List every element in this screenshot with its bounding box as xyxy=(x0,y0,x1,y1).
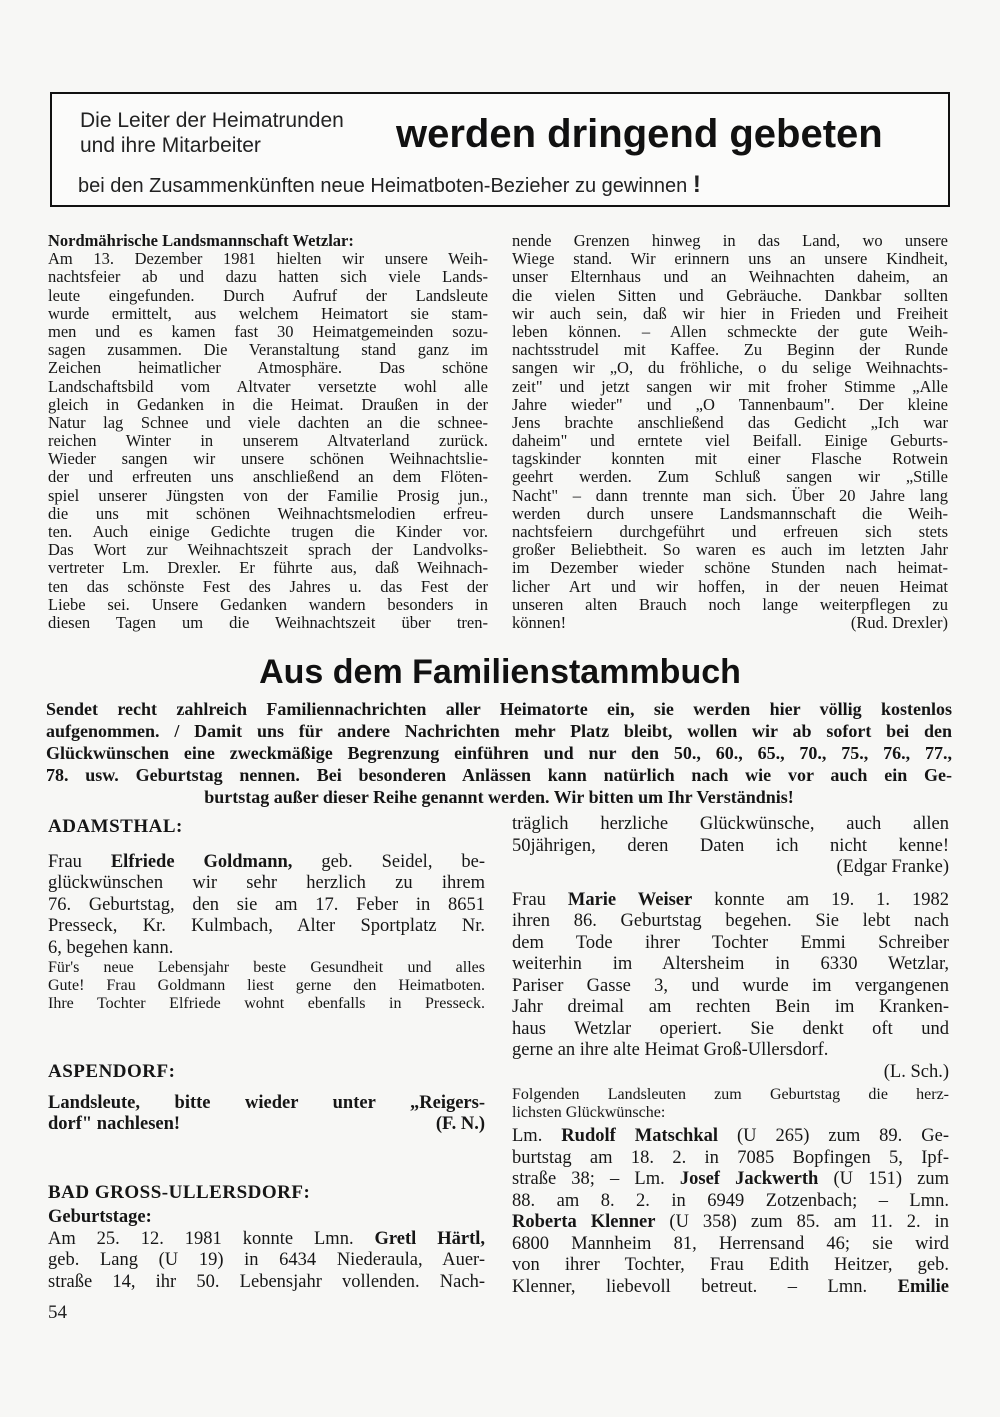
birthday-line xyxy=(512,1169,949,1191)
report-left-column xyxy=(48,232,488,632)
birthday-text: (U 151) zum xyxy=(818,1169,949,1189)
weiser-line: Pariser Gasse 3, und wurde im vergangenen xyxy=(512,975,949,996)
ullersdorf-line: geb. Lang (U 19) in 6434 Niederaula, Auer- xyxy=(48,1250,485,1270)
report-line: werden durch unsere Landsmannschaft die Weih- xyxy=(512,503,948,523)
weiser-line: ihren 86. Geburtstag begehen. Sie lebt nach xyxy=(512,911,949,931)
franke-lines xyxy=(512,814,949,857)
report-right-text xyxy=(512,232,948,614)
family-intro-line: Sendet recht zahlreich Familiennachrichten aller Heimatorte ein, sie werden hier völlig kostenlos xyxy=(46,699,952,719)
weiser-line xyxy=(512,890,949,912)
adamsthal-line: Presseck, Kr. Kulmbach, Alter Sportplatz Nr. xyxy=(48,916,485,936)
ullersdorf-line: straße 14, ihr 50. Lebensjahr vollenden. Nach- xyxy=(48,1271,485,1292)
report-line: die vielen Sitten und Gebräuche. Dankbar sollten xyxy=(512,285,948,305)
report-line: Wiege stand. Wir erinnern uns an unsere Kindheit, xyxy=(512,249,948,269)
report-line: daheim" und erntete viel Beifall. Einige Geburts- xyxy=(512,431,948,451)
birthday-text: (U 358) zum 85. am 11. 2. in xyxy=(655,1212,949,1232)
report-line: wir auch sein, daß wir hier in Frieden und Freiheit xyxy=(512,303,948,323)
family-intro-line: 78. usw. Geburtstag nennen. Bei besonderen Anlässen kann natürlich nach wie vor auch ein Ge- xyxy=(46,765,952,785)
adamsthal-line xyxy=(48,852,485,874)
report-line: licher Art und wir hoffen, in der neuen Heimat xyxy=(512,576,948,596)
report-line: Natur lag Schnee und viele dachten an die schnee- xyxy=(48,412,488,432)
ullersdorf-text: Am 25. 12. 1981 konnte Lmn. xyxy=(48,1228,375,1249)
weiser-name: Marie Weiser xyxy=(567,889,693,910)
adamsthal-lines xyxy=(48,873,485,938)
report-line: unseren alten Brauch noch lange weiterpflegen zu xyxy=(512,594,948,614)
greeting-lines xyxy=(512,1086,949,1122)
notice-addressees xyxy=(80,108,380,158)
adamsthal-note-line: Gute! Frau Goldmann liest gerne den Heimatboten. xyxy=(48,977,485,994)
weiser-text: konnte am 19. 1. 1982 xyxy=(692,889,949,910)
birthday-text: (U 265) zum 89. Ge- xyxy=(718,1126,949,1146)
report-right-column xyxy=(512,232,948,632)
report-closing: können! xyxy=(512,612,567,632)
report-line: men und es kamen fast 30 Heimatgemeinden sozu- xyxy=(48,321,488,341)
family-intro-line: Glückwünschen eine zweckmäßige Begrenzung einführen und nur den 50., 60., 65., 70., 75., 76., 77., xyxy=(46,743,952,763)
report-line: ten. Auch einige Gedichte trugen die Kinder vor. xyxy=(48,522,488,541)
family-intro-line: aufgenommen. / Damit uns für andere Nachrichten mehr Platz bleibt, wollen wir ab sofort bei den xyxy=(46,721,952,741)
report-line: sagen zusammen. Die Veranstaltung stand ganz im xyxy=(48,340,488,360)
weiser-signature: (L. Sch.) xyxy=(883,1061,949,1082)
report-line: Zeichen heimatlicher Atmosphäre. Das schöne xyxy=(48,358,488,378)
weiser-line: weiterhin im Altersheim in 6330 Wetzlar, xyxy=(512,954,949,974)
birthday-line xyxy=(512,1277,949,1299)
ullersdorf-subheading: Geburtstage: xyxy=(48,1207,152,1227)
birthday-name: Emilie xyxy=(897,1276,949,1297)
report-line: Jahre wieder" und „O Tannenbaum". Der kleine xyxy=(512,394,948,414)
report-line: sangen wir „O, du fröhliche, o du selige Weihnachts- xyxy=(512,358,948,378)
weiser-text: Frau xyxy=(512,889,568,910)
greeting-line: lichsten Glückwünsche: xyxy=(512,1104,666,1121)
birthday-name: Josef Jackwerth xyxy=(679,1169,819,1189)
weiser-last: gerne an ihre alte Heimat Groß-Ullersdorf. xyxy=(512,1040,829,1060)
report-line: leute eingefunden. Durch Aufruf der Landsleute xyxy=(48,285,488,305)
report-line: großer Beliebtheit. So waren es auch im letzten Jahr xyxy=(512,540,948,560)
notice-headline: werden dringend gebeten xyxy=(396,112,883,156)
notice-addressees-line: und ihre Mitarbeiter xyxy=(80,134,261,157)
family-intro-lines xyxy=(46,698,952,786)
family-left-column xyxy=(48,816,485,1293)
report-line: ten das schönste Fest des Jahres u. das Fest der xyxy=(48,576,488,596)
report-line: unser Elternhaus und an Weihnachten daheim, an xyxy=(512,267,948,287)
birthday-line xyxy=(512,1212,949,1234)
birthday-text: Lm. xyxy=(512,1126,562,1146)
report-closing-line xyxy=(512,614,948,632)
birthday-name: Rudolf Matschkal xyxy=(561,1126,719,1146)
weiser-line: dem Tode ihrer Tochter Emmi Schreiber xyxy=(512,932,949,953)
ullersdorf-name: Gretl Härtl, xyxy=(374,1228,486,1249)
franke-signature: (Edgar Franke) xyxy=(836,857,949,877)
birthday-line xyxy=(512,1126,949,1148)
report-title: Nordmährische Landsmannschaft Wetzlar: xyxy=(48,231,354,250)
report-line: nende Grenzen hinweg in das Land, wo unsere xyxy=(512,231,948,250)
report-line: im Dezember wieder schöne Stunden nach heimat- xyxy=(512,558,948,578)
report-line: Nacht" – dann trennte man sich. Über 20 Jahre lang xyxy=(512,485,948,505)
birthday-text: Klenner, liebevoll betreut. – Lmn. xyxy=(512,1276,898,1297)
report-line: wurde ermittelt, aus welchem Heimatort sie stam- xyxy=(48,303,488,323)
birthday-line: 88. am 8. 2. in 6949 Zotzenbach; – Lmn. xyxy=(512,1190,949,1211)
report-line: Jens brachte anschließend das Gedicht „Ich war xyxy=(512,412,948,432)
weiser-lines xyxy=(512,911,949,1040)
family-intro-last: burtstag außer dieser Reihe genannt werden. Wir bitten um Ihr Verständnis! xyxy=(204,787,794,807)
birthday-line: von ihrer Tochter, Frau Edith Heitzer, geb. xyxy=(512,1255,949,1275)
aspendorf-heading: ASPENDORF: xyxy=(48,1061,176,1082)
greeting-line: Folgenden Landsleuten zum Geburtstag die herz- xyxy=(512,1086,949,1103)
adamsthal-line: glückwünschen wir sehr herzlich zu ihrem xyxy=(48,873,485,893)
birthday-text: straße 38; – Lm. xyxy=(512,1169,680,1189)
ullersdorf-lines xyxy=(48,1250,485,1293)
report-line: nachtsfeiern durchgeführt und erfreuen sich stets xyxy=(512,522,948,541)
report-left-text xyxy=(48,250,488,632)
report-line: Wieder sangen wir unsere schönen Weihnachtslie- xyxy=(48,449,488,469)
notice-box xyxy=(50,92,950,207)
birthday-name: Roberta Klenner xyxy=(512,1212,656,1232)
report-line: geehrt werden. Zum Schluß sangen wir „Stille xyxy=(512,467,948,487)
adamsthal-name: Elfriede Goldmann, xyxy=(110,851,293,872)
notice-addressees-line: Die Leiter der Heimatrunden xyxy=(80,109,344,132)
adamsthal-last: 6, begehen kann. xyxy=(48,937,174,958)
adamsthal-note-line: Für's neue Lebensjahr beste Gesundheit und alles xyxy=(48,959,485,976)
report-line: leben können. – Allen schmeckte der gute Weih- xyxy=(512,321,948,341)
page-number: 54 xyxy=(48,1302,67,1323)
report-line: diesen Tagen um die Weihnachtszeit über tren- xyxy=(48,612,488,632)
family-section-title: Aus dem Familienstammbuch xyxy=(259,653,741,691)
ullersdorf-line xyxy=(48,1229,485,1251)
aspendorf-line: Landsleute, bitte wieder unter „Reigers- xyxy=(48,1092,485,1113)
birthday-line: burtstag am 18. 2. in 7085 Bopfingen 5, Ipf- xyxy=(512,1147,949,1168)
report-line: Liebe sei. Unsere Gedanken wandern besonders in xyxy=(48,594,488,614)
report-line: Landschaftsbild vom Altvater versetzte wohl alle xyxy=(48,376,488,396)
birthday-line: 6800 Mannheim 81, Herrensand 46; sie wird xyxy=(512,1233,949,1254)
family-intro xyxy=(46,698,952,808)
report-line: die uns mit schönen Weihnachtsmelodien erfreu- xyxy=(48,503,488,523)
notice-text xyxy=(78,172,701,199)
report-line: reichen Winter in unserem Altvaterland zurück. xyxy=(48,431,488,451)
report-line: zeit" und jetzt sangen wir mit froher Stimme „Alle xyxy=(512,376,948,396)
report-line: vertreter Lm. Drexler. Er führte aus, daß Weihnach- xyxy=(48,558,488,578)
aspendorf-text: dorf" nachlesen! xyxy=(48,1114,181,1134)
franke-line: träglich herzliche Glückwünsche, auch allen xyxy=(512,814,949,834)
adamsthal-text: geb. Seidel, be- xyxy=(292,851,485,872)
weiser-line: Jahr dreimal am rechten Bein im Kranken- xyxy=(512,997,949,1017)
franke-line: 50jährigen, deren Daten ich nicht kenne! xyxy=(512,835,949,856)
notice-exclamation: ! xyxy=(692,171,701,198)
notice-text-body: bei den Zusammenkünften neue Heimatboten-Bezieher zu gewinnen xyxy=(78,175,688,197)
adamsthal-text: Frau xyxy=(48,851,111,872)
report-line: nachtsstrudel mit Kaffee. Zu Beginn der Runde xyxy=(512,340,948,360)
aspendorf-signature: (F. N.) xyxy=(435,1114,485,1134)
report-signature: (Rud. Drexler) xyxy=(850,612,948,632)
adamsthal-note-line: Ihre Tochter Elfriede wohnt ebenfalls in Presseck. xyxy=(48,995,485,1012)
adamsthal-note xyxy=(48,959,485,1013)
report-line: Das Wort zur Weihnachtszeit sprach der Landvolks- xyxy=(48,540,488,560)
report-line: spiel unserer Jüngsten von der Familie Prosig jun., xyxy=(48,485,488,505)
adamsthal-heading: ADAMSTHAL: xyxy=(48,816,183,837)
report-line: der und erfreuten uns anschließend an dem Flöten- xyxy=(48,467,488,487)
report-line: gleich in Gedanken in die Heimat. Draußen in der xyxy=(48,394,488,414)
family-right-column xyxy=(512,814,949,1298)
report-line: tagskinder konnten mit einer Flasche Rotwein xyxy=(512,449,948,469)
report-line: Am 13. Dezember 1981 hielten wir unsere Weih- xyxy=(48,249,488,269)
weiser-line: haus Wetzlar operiert. Sie denkt oft und xyxy=(512,1018,949,1039)
aspendorf-line xyxy=(48,1114,485,1136)
adamsthal-line: 76. Geburtstag, den sie am 17. Feber in 8651 xyxy=(48,894,485,915)
report-line: nachtsfeier ab und dazu hatten sich viele Lands- xyxy=(48,267,488,287)
ullersdorf-heading: BAD GROSS-ULLERSDORF: xyxy=(48,1181,311,1203)
